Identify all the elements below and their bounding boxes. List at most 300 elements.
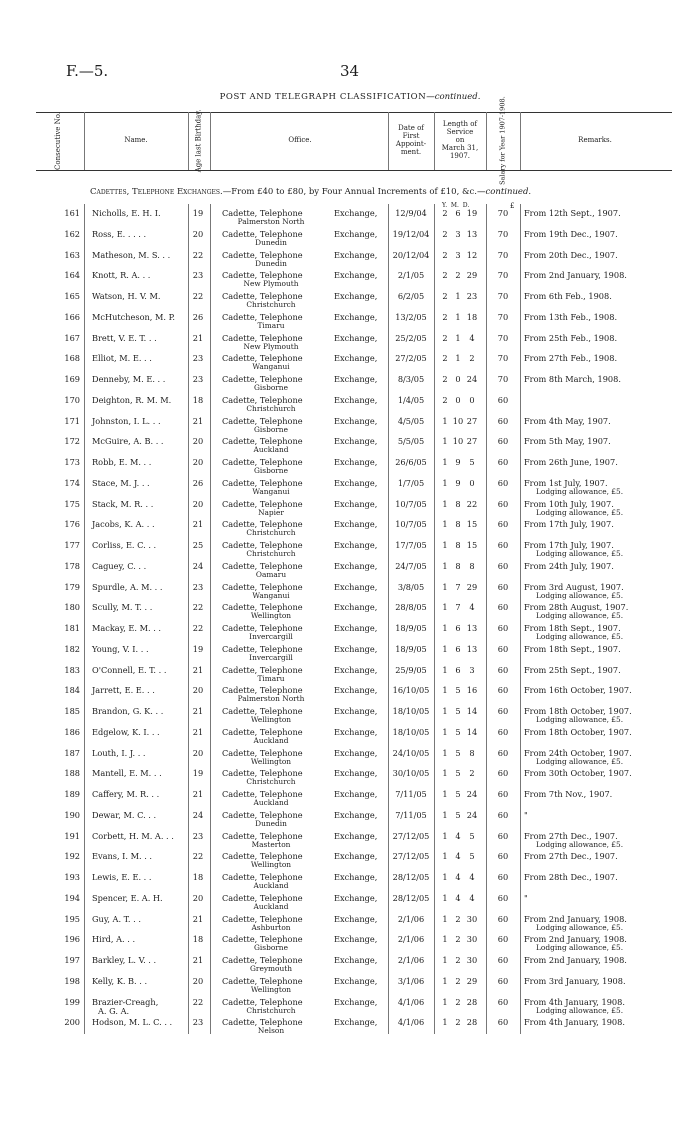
row-years: 1 <box>442 581 448 592</box>
table-row <box>0 808 700 828</box>
table-row <box>0 310 700 330</box>
row-years: 1 <box>442 975 448 986</box>
row-exchange: Exchange, <box>334 768 378 779</box>
row-number: 186 <box>64 726 80 737</box>
row-remarks: From 17th July, 1907. <box>524 540 614 550</box>
header-date-line: ment. <box>400 147 422 156</box>
row-office-place: Wanganui <box>252 486 290 496</box>
row-date: 24/7/05 <box>395 560 427 571</box>
row-days: 27 <box>466 436 478 447</box>
row-office-place: Auckland <box>253 735 289 745</box>
row-remarks: From 13th Feb., 1908. <box>524 311 618 322</box>
row-days: 5 <box>469 851 475 862</box>
row-months: 0 <box>455 394 461 405</box>
row-office-place: Gisborne <box>254 943 288 953</box>
row-age: 21 <box>192 706 204 716</box>
row-months: 6 <box>455 664 461 675</box>
row-office-place: New Plymouth <box>243 341 299 351</box>
row-date: 13/2/05 <box>395 311 427 322</box>
row-name: Mackay, E. M. . . <box>92 623 162 633</box>
row-salary: 60 <box>497 726 509 737</box>
row-years: 1 <box>442 892 448 903</box>
row-days: 15 <box>466 519 478 530</box>
row-remarks: From 2nd January, 1908. <box>524 955 627 965</box>
row-exchange: Exchange, <box>334 851 378 862</box>
table-row <box>0 331 700 351</box>
row-months: 5 <box>455 726 461 737</box>
row-months: 2 <box>455 996 461 1007</box>
row-days: 27 <box>466 415 478 426</box>
row-remarks: From 4th May, 1907. <box>524 415 611 426</box>
row-number: 199 <box>64 996 80 1007</box>
row-number: 169 <box>64 374 80 384</box>
row-date: 20/12/04 <box>392 249 430 260</box>
row-years: 1 <box>442 685 448 696</box>
row-name: Brandon, G. K. . . <box>92 706 164 716</box>
row-office-place: Auckland <box>253 901 289 911</box>
row-office: Cadette, Telephone <box>222 208 303 218</box>
row-age: 19 <box>192 768 204 779</box>
row-name: McGuire, A. B. . . <box>92 436 164 447</box>
table-row <box>0 476 700 496</box>
page-title-main: POST AND TELEGRAPH CLASSIFICATION <box>219 92 427 102</box>
row-office-place: Invercargill <box>249 652 293 662</box>
row-age: 20 <box>192 685 204 696</box>
row-months: 0 <box>455 374 461 384</box>
row-number: 188 <box>64 768 80 779</box>
row-days: 14 <box>466 706 478 716</box>
row-salary: 60 <box>497 436 509 447</box>
row-office-place: Christchurch <box>246 300 296 309</box>
row-months: 10 <box>452 415 464 426</box>
row-office: Cadette, Telephone <box>222 623 303 633</box>
row-office: Cadette, Telephone <box>222 249 303 260</box>
row-months: 5 <box>455 747 461 758</box>
table-row <box>0 766 700 786</box>
row-days: 24 <box>466 374 478 384</box>
header-length-line: 1907. <box>449 151 471 160</box>
row-exchange: Exchange, <box>334 623 378 633</box>
row-office: Cadette, Telephone <box>222 560 303 571</box>
row-years: 1 <box>442 913 448 924</box>
row-months: 7 <box>455 581 461 592</box>
row-remarks: From 27th Dec., 1907. <box>524 830 618 841</box>
row-salary: 70 <box>497 208 509 218</box>
row-age: 21 <box>192 519 204 530</box>
table-row <box>0 372 700 392</box>
row-name: Robb, E. M. . . <box>92 457 152 467</box>
row-months: 2 <box>455 1017 461 1028</box>
row-years: 1 <box>442 747 448 758</box>
header-date-line: Date of <box>398 124 424 133</box>
row-exchange: Exchange, <box>334 643 378 654</box>
row-remarks: From 25th Feb., 1908. <box>524 332 618 343</box>
row-years: 1 <box>442 851 448 862</box>
row-name: Elliot, M. E. . . <box>92 353 152 364</box>
row-years: 1 <box>442 643 448 654</box>
row-remarks: From 2nd January, 1908. <box>524 913 627 924</box>
row-age: 21 <box>192 955 204 965</box>
row-months: 1 <box>455 332 461 343</box>
row-office: Cadette, Telephone <box>222 955 303 965</box>
row-date: 1/4/05 <box>397 394 425 405</box>
table-row <box>0 497 700 517</box>
row-salary: 60 <box>497 975 509 986</box>
row-age: 23 <box>192 270 204 281</box>
row-age: 23 <box>192 1017 204 1028</box>
header-remarks: Remarks. <box>578 136 612 145</box>
row-number: 187 <box>64 747 80 758</box>
row-salary: 60 <box>497 477 509 488</box>
table-row <box>0 580 700 600</box>
row-remarks: From 28th August, 1907. <box>524 602 629 613</box>
row-date: 28/12/05 <box>392 892 430 903</box>
row-remarks: From 24th July, 1907. <box>524 560 614 571</box>
table-row <box>0 912 700 932</box>
row-remarks-note: Lodging allowance, £5. <box>536 1005 624 1015</box>
row-name: Watson, H. V. M. <box>92 291 161 301</box>
pound-label: £ <box>510 202 515 210</box>
row-days: 24 <box>466 789 478 799</box>
row-age: 24 <box>192 809 204 820</box>
row-exchange: Exchange, <box>334 892 378 903</box>
row-years: 2 <box>442 270 448 281</box>
row-number: 176 <box>64 519 80 530</box>
row-office-place: Dunedin <box>255 818 287 828</box>
row-office: Cadette, Telephone <box>222 975 303 986</box>
row-office-place: Christchurch <box>246 403 296 413</box>
row-remarks-note: Lodging allowance, £5. <box>536 632 624 641</box>
row-days: 30 <box>466 934 478 945</box>
row-date: 26/6/05 <box>395 457 427 467</box>
row-office: Cadette, Telephone <box>222 643 303 654</box>
table-row <box>0 870 700 890</box>
row-office-place: Christchurch <box>246 777 296 787</box>
row-remarks-note: Lodging allowance, £5. <box>536 549 624 558</box>
row-days: 30 <box>466 955 478 965</box>
header-date-line: Appoint- <box>395 140 427 148</box>
row-number: 168 <box>64 353 80 364</box>
row-years: 2 <box>442 249 448 260</box>
row-years: 1 <box>442 872 448 882</box>
row-number: 182 <box>64 643 80 654</box>
row-exchange: Exchange, <box>334 789 378 799</box>
table-row <box>0 248 700 268</box>
row-number: 190 <box>64 809 80 820</box>
row-name-continued: A. G. A. <box>98 1005 130 1016</box>
row-years: 1 <box>442 706 448 716</box>
table-row <box>0 351 700 371</box>
row-months: 10 <box>452 436 464 447</box>
row-months: 8 <box>455 519 461 530</box>
row-years: 1 <box>442 519 448 530</box>
row-salary: 60 <box>497 498 509 509</box>
row-exchange: Exchange, <box>334 394 378 405</box>
table-row <box>0 725 700 745</box>
row-years: 1 <box>442 415 448 426</box>
row-remarks-note: Lodging allowance, £5. <box>536 611 624 621</box>
row-months: 2 <box>455 975 461 986</box>
row-name: Jacobs, K. A. . . <box>92 519 155 530</box>
row-remarks-note: Lodging allowance, £5. <box>536 486 624 496</box>
row-office: Cadette, Telephone <box>222 291 303 301</box>
row-salary: 70 <box>497 332 509 343</box>
row-months: 1 <box>455 311 461 322</box>
row-name: Guy, A. T. . . <box>92 913 141 924</box>
row-name: Edgelow, K. I. . . <box>92 726 160 737</box>
row-number: 196 <box>64 934 80 945</box>
row-office: Cadette, Telephone <box>222 1017 303 1028</box>
row-number: 193 <box>64 872 80 882</box>
row-age: 21 <box>192 789 204 799</box>
row-date: 24/10/05 <box>392 747 430 758</box>
row-name: Knott, R. A. . . <box>92 270 151 281</box>
row-date: 5/5/05 <box>397 436 425 447</box>
table-row <box>0 289 700 309</box>
row-number: 175 <box>64 498 80 509</box>
row-remarks: From 18th Sept., 1907. <box>524 643 621 654</box>
row-months: 5 <box>455 809 461 820</box>
row-days: 29 <box>466 975 478 986</box>
row-office-place: Gisborne <box>254 383 288 392</box>
row-date: 3/8/05 <box>397 581 425 592</box>
row-date: 8/3/05 <box>397 374 425 384</box>
row-office: Cadette, Telephone <box>222 581 303 592</box>
row-date: 17/7/05 <box>395 540 427 550</box>
row-office-place: Nelson <box>257 1026 285 1036</box>
table-row <box>0 891 700 911</box>
header-no: Consecutive No. <box>54 111 63 171</box>
row-number: 183 <box>64 664 80 675</box>
row-office-place: Auckland <box>253 445 289 455</box>
row-date: 4/1/06 <box>397 1017 425 1028</box>
table-row <box>0 683 700 703</box>
row-office-place: Napier <box>258 507 284 517</box>
row-days: 8 <box>469 747 475 758</box>
row-months: 2 <box>455 270 461 281</box>
header-divider <box>210 112 211 170</box>
row-months: 3 <box>455 249 461 260</box>
row-name: Kelly, K. B. . . <box>92 975 148 986</box>
row-age: 23 <box>192 353 204 364</box>
row-exchange: Exchange, <box>334 249 378 260</box>
row-months: 5 <box>455 789 461 799</box>
row-exchange: Exchange, <box>334 747 378 758</box>
row-remarks-note: Lodging allowance, £5. <box>536 943 624 953</box>
row-office-place: Wellington <box>250 984 292 994</box>
row-number: 191 <box>64 830 80 841</box>
row-salary: 60 <box>497 664 509 675</box>
section-title-range: —From £40 to £80, by Four Annual Increments of £10, &c. <box>222 187 477 197</box>
row-salary: 70 <box>497 228 509 239</box>
row-years: 2 <box>442 394 448 405</box>
row-salary: 60 <box>497 602 509 613</box>
row-remarks-note: Lodging allowance, £5. <box>536 839 624 849</box>
row-date: 12/9/04 <box>395 208 427 218</box>
row-remarks: From 5th May, 1907. <box>524 436 611 447</box>
row-office-place: Timaru <box>257 320 285 330</box>
row-exchange: Exchange, <box>334 685 378 696</box>
row-remarks: From 2nd January, 1908. <box>524 934 627 945</box>
row-salary: 60 <box>497 996 509 1007</box>
row-salary: 60 <box>497 872 509 882</box>
row-years: 1 <box>442 830 448 841</box>
row-salary: 70 <box>497 249 509 260</box>
row-age: 22 <box>192 291 204 301</box>
row-years: 1 <box>442 789 448 799</box>
row-date: 1/7/05 <box>397 477 425 488</box>
row-date: 28/12/05 <box>392 872 430 882</box>
row-office-place: Timaru <box>257 673 285 683</box>
row-age: 20 <box>192 892 204 903</box>
row-salary: 60 <box>497 913 509 924</box>
row-office-place: Wellington <box>250 715 292 724</box>
row-office-place: Palmerston North <box>237 217 305 226</box>
row-months: 4 <box>455 851 461 862</box>
row-date: 2/1/06 <box>397 913 425 924</box>
row-office-place: Palmerston North <box>237 694 305 704</box>
row-name: Corliss, E. C. . . <box>92 540 157 550</box>
row-years: 2 <box>442 353 448 364</box>
row-years: 1 <box>442 457 448 467</box>
row-years: 1 <box>442 726 448 737</box>
row-days: 29 <box>466 270 478 281</box>
header-length-line: Length of <box>442 120 478 129</box>
row-office: Cadette, Telephone <box>222 477 303 488</box>
row-age: 23 <box>192 830 204 841</box>
row-years: 1 <box>442 477 448 488</box>
row-years: 2 <box>442 228 448 239</box>
row-date: 27/2/05 <box>395 353 427 364</box>
row-remarks: From 1st July, 1907. <box>524 477 608 488</box>
row-date: 4/1/06 <box>397 996 425 1007</box>
row-months: 5 <box>455 685 461 696</box>
row-remarks-note: Lodging allowance, £5. <box>536 922 624 932</box>
row-name: Denneby, M. E. . . <box>92 374 166 384</box>
row-office: Cadette, Telephone <box>222 457 303 467</box>
row-exchange: Exchange, <box>334 726 378 737</box>
row-name: Mantell, E. M. . . <box>92 768 162 779</box>
row-remarks: From 30th October, 1907. <box>524 768 632 779</box>
row-date: 16/10/05 <box>392 685 430 696</box>
row-months: 9 <box>455 477 461 488</box>
row-name: Stack, M. R. . . <box>92 498 154 509</box>
row-years: 1 <box>442 436 448 447</box>
row-years: 2 <box>442 374 448 384</box>
table-row <box>0 663 700 683</box>
header-divider <box>434 112 435 170</box>
row-remarks: From 16th October, 1907. <box>524 685 632 696</box>
row-office-place: Wellington <box>250 756 292 766</box>
row-days: 23 <box>466 291 478 301</box>
row-years: 1 <box>442 768 448 779</box>
row-remarks: From 18th Sept., 1907. <box>524 623 621 633</box>
row-date: 4/5/05 <box>397 415 425 426</box>
row-name: Stace, M. J. . . <box>92 477 150 488</box>
row-number: 198 <box>64 975 80 986</box>
row-number: 165 <box>64 291 80 301</box>
row-exchange: Exchange, <box>334 602 378 613</box>
row-exchange: Exchange, <box>334 477 378 488</box>
row-office: Cadette, Telephone <box>222 685 303 696</box>
row-date: 18/10/05 <box>392 726 430 737</box>
row-office-place: Christchurch <box>246 528 296 538</box>
row-days: 0 <box>469 394 475 405</box>
row-number: 166 <box>64 311 80 322</box>
table-row <box>0 455 700 475</box>
row-exchange: Exchange, <box>334 498 378 509</box>
row-date: 6/2/05 <box>397 291 425 301</box>
row-remarks: From 4th January, 1908. <box>524 996 625 1007</box>
row-name: Brett, V. E. T. . . <box>92 332 157 343</box>
row-number: 177 <box>64 540 80 550</box>
row-years: 1 <box>442 809 448 820</box>
row-salary: 70 <box>497 374 509 384</box>
row-age: 22 <box>192 996 204 1007</box>
row-salary: 70 <box>497 311 509 322</box>
row-salary: 60 <box>497 1017 509 1028</box>
row-days: 29 <box>466 581 478 592</box>
table-row <box>0 849 700 869</box>
page-id: F.—5. <box>66 62 109 80</box>
row-exchange: Exchange, <box>334 872 378 882</box>
row-age: 20 <box>192 975 204 986</box>
row-months: 3 <box>455 228 461 239</box>
row-years: 1 <box>442 602 448 613</box>
row-number: 179 <box>64 581 80 592</box>
row-salary: 70 <box>497 270 509 281</box>
row-date: 25/9/05 <box>395 664 427 675</box>
table-row <box>0 268 700 288</box>
row-age: 19 <box>192 208 204 218</box>
row-remarks: From 8th March, 1908. <box>524 374 621 384</box>
row-days: 2 <box>469 768 475 779</box>
table-row <box>0 559 700 579</box>
row-remarks: From 19th Dec., 1907. <box>524 228 618 239</box>
row-age: 21 <box>192 664 204 675</box>
row-date: 18/9/05 <box>395 643 427 654</box>
row-age: 22 <box>192 623 204 633</box>
header-divider <box>84 112 85 170</box>
row-date: 7/11/05 <box>395 789 427 799</box>
table-row <box>0 746 700 766</box>
row-date: 2/1/06 <box>397 955 425 965</box>
header-date-line: First <box>402 132 420 141</box>
row-name: Scully, M. T. . . <box>92 602 153 613</box>
row-office-place: Masterton <box>251 839 291 849</box>
row-salary: 60 <box>497 685 509 696</box>
row-office: Cadette, Telephone <box>222 830 303 841</box>
row-exchange: Exchange, <box>334 540 378 550</box>
row-office-place: Wanganui <box>252 362 290 372</box>
row-name: Nicholls, E. H. I. <box>92 208 161 218</box>
row-number: 181 <box>64 623 80 633</box>
row-age: 23 <box>192 374 204 384</box>
header-divider <box>388 112 389 170</box>
row-age: 20 <box>192 457 204 467</box>
row-number: 173 <box>64 457 80 467</box>
row-office: Cadette, Telephone <box>222 768 303 779</box>
row-days: 13 <box>466 228 478 239</box>
row-years: 2 <box>442 291 448 301</box>
row-days: 4 <box>469 332 475 343</box>
row-months: 8 <box>455 560 461 571</box>
row-remarks: From 4th January, 1908. <box>524 1017 625 1028</box>
row-remarks-note: Lodging allowance, £5. <box>536 507 624 517</box>
row-name: Spencer, E. A. H. <box>92 892 163 903</box>
row-exchange: Exchange, <box>334 955 378 965</box>
row-remarks: From 28th Dec., 1907. <box>524 872 618 882</box>
